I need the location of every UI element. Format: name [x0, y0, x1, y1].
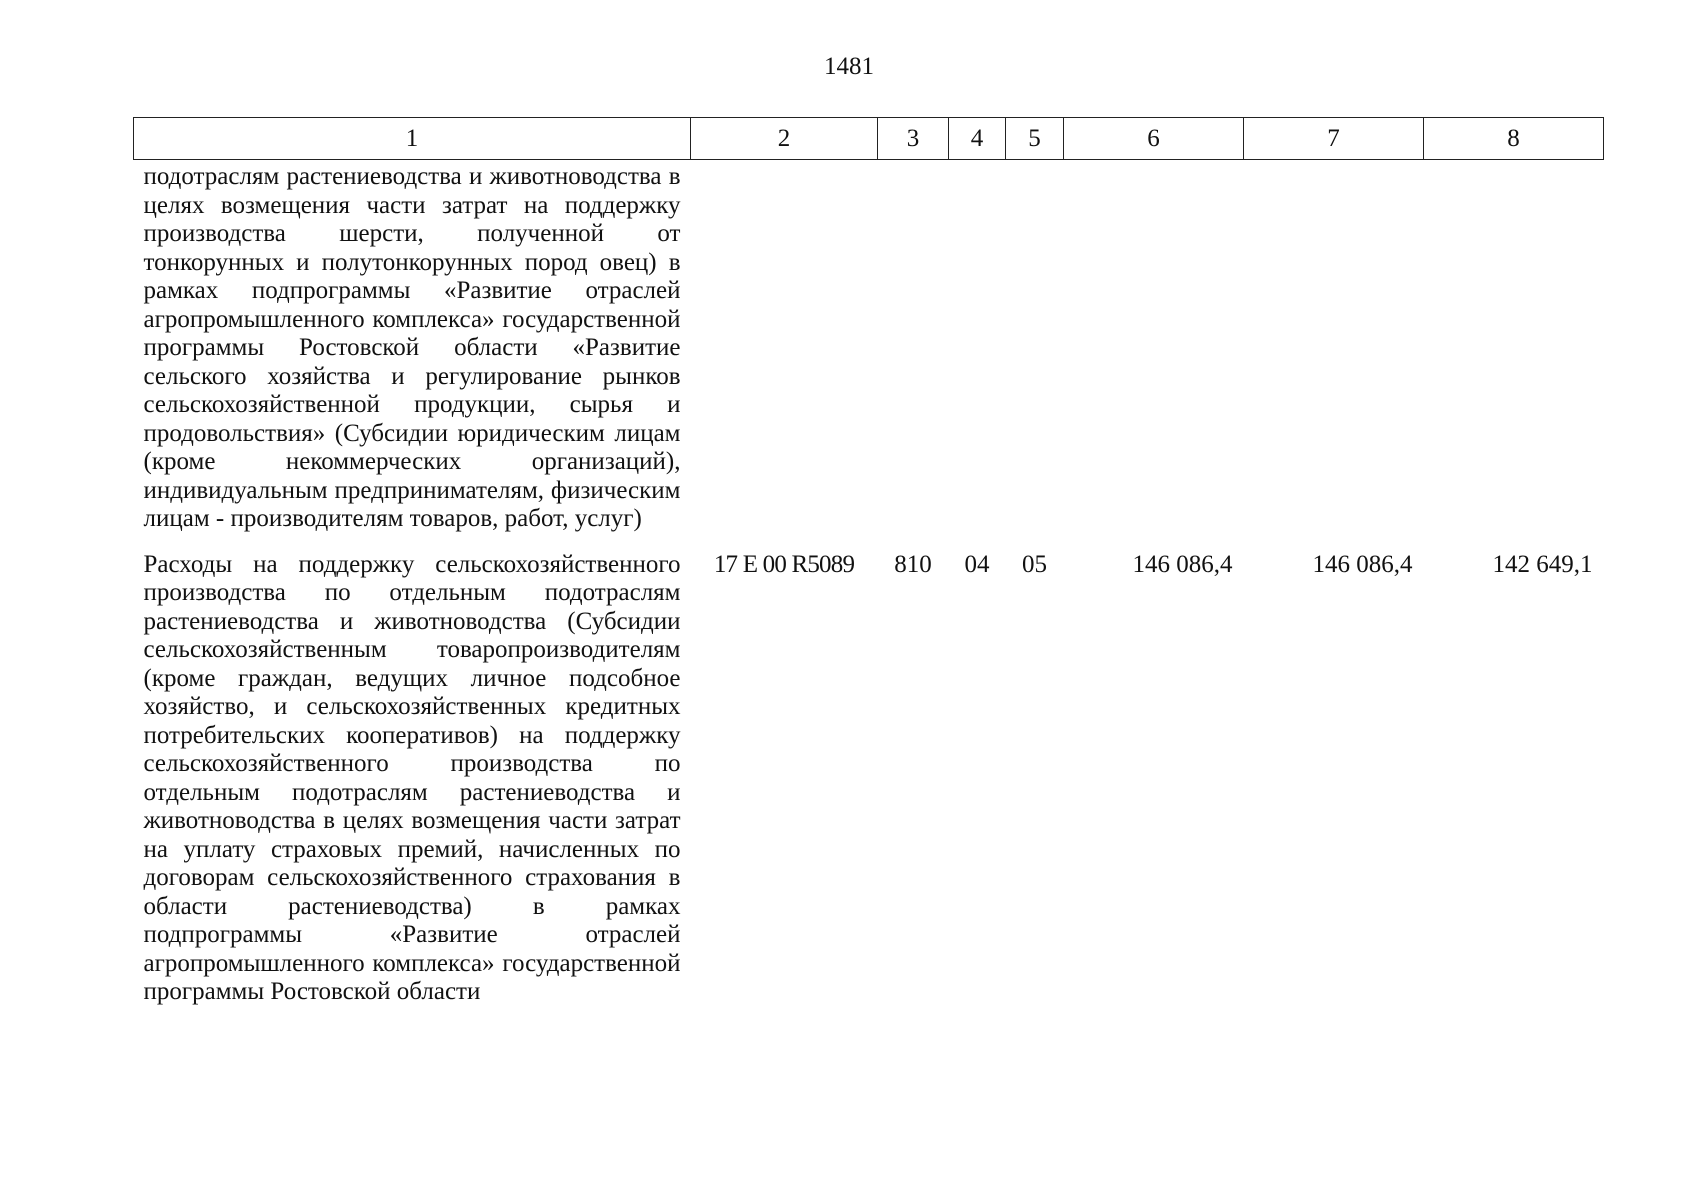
row-target-code — [691, 160, 878, 544]
row-amount-2 — [1244, 160, 1424, 544]
budget-table — [133, 117, 1604, 1007]
row-section: 04 — [964, 550, 990, 578]
row-subsection — [1006, 160, 1064, 544]
row-description: Расходы на поддержку сельскохозяйственного производства по отдельным подотраслям растениеводства и животноводства (Субсидии сельскохозяйственным товаропроизводителям (кроме граждан, ведущих личное подсобное хозяйство, и сельскохозяйственных кредитных потребительских кооперативов) на поддержку сельскохозяйственного производства по отдельным подотраслям растениеводства и животноводства в целях возмещения части затрат на уплату страховых премий, начисленных по договорам сельскохозяйственного страхования в области растениеводства) в рамках подпрограммы «Развитие отраслей агропромышленного комплекса» государственной программы Ростовской области — [143, 550, 681, 1005]
table-row — [134, 544, 1604, 1007]
column-header-4: 4 — [949, 118, 1006, 160]
page-number: 1481 — [824, 53, 874, 80]
row-expense-type: 810 — [894, 550, 932, 578]
column-header-8: 8 — [1424, 118, 1604, 160]
row-section — [949, 160, 1006, 544]
row-amount-1 — [1064, 160, 1244, 544]
column-header-5: 5 — [1006, 118, 1064, 160]
column-header-1: 1 — [134, 118, 691, 160]
row-amount-3: 142 649,1 — [1492, 550, 1593, 578]
row-target-code: 17 Е 00 R5089 — [713, 550, 855, 578]
column-header-7: 7 — [1244, 118, 1424, 160]
table-header-row — [134, 118, 1604, 160]
row-expense-type — [878, 160, 949, 544]
row-amount-3 — [1424, 160, 1604, 544]
row-subsection: 05 — [1022, 550, 1047, 578]
column-header-2: 2 — [691, 118, 878, 160]
table-row — [134, 160, 1604, 544]
column-header-3: 3 — [878, 118, 949, 160]
row-description: подотраслям растениеводства и животноводства в целях возмещения части затрат на поддержку производства шерсти, полученной от тонкорунных и полутонкорунных пород овец) в рамках подпрограммы «Развитие отраслей агропромышленного комплекса» государственной программы Ростовской области «Развитие сельского хозяйства и регулирование рынков сельскохозяйственной продукции, сырья и продовольствия» (Субсидии юридическим лицам (кроме некоммерческих организаций), индивидуальным предпринимателям, физическим лицам - производителям товаров, работ, услуг) — [143, 163, 681, 532]
row-amount-2: 146 086,4 — [1312, 550, 1413, 578]
row-amount-1: 146 086,4 — [1132, 550, 1233, 578]
column-header-6: 6 — [1064, 118, 1244, 160]
